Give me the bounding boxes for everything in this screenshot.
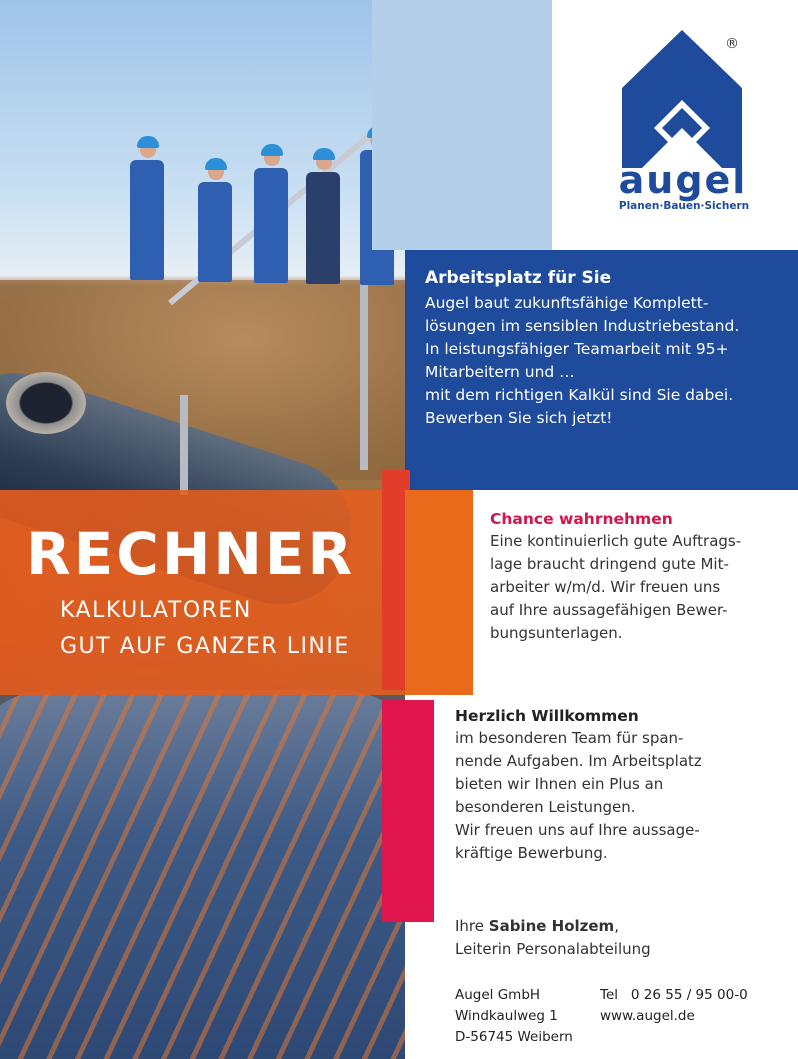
arbeitsplatz-heading: Arbeitsplatz für Sie [425,268,612,288]
chance-line: Eine kontinuierlich gute Auftrags- [490,532,742,550]
helmet-icon [313,148,335,160]
railing-post [180,395,188,495]
worker [254,168,288,283]
welcome-line: im besonderen Team für span- [455,729,684,747]
contact-address [455,985,573,1048]
helmet-icon [261,144,283,156]
welcome-section [455,707,785,865]
hero-subtitle-1: KALKULATOREN [60,598,252,623]
logo [552,0,798,250]
phone-label: Tel [600,987,619,1003]
contact-details [600,985,748,1027]
signature-role: Leiterin Personalabteilung [455,940,651,958]
pipe-bottom [0,690,405,1059]
welcome-line: nende Aufgaben. Im Arbeitsplatz [455,752,702,770]
arbeitsplatz-line: lösungen im sensiblen Industriebestand. [425,317,740,335]
phone-number[interactable]: 0 26 55 / 95 00-0 [630,987,748,1003]
hero-subtitle-2: GUT AUF GANZER LINIE [60,634,350,659]
street: Windkaulweg 1 [455,1008,558,1024]
website-link[interactable]: www.augel.de [600,1008,695,1024]
chance-line: bungsunterlagen. [490,624,623,642]
worker [306,172,340,284]
workers-group [120,120,405,285]
brand-tagline: Planen·Bauen·Sichern [618,200,750,212]
welcome-line: kräftige Bewerbung. [455,844,608,862]
welcome-heading: Herzlich Willkommen [455,707,639,725]
accent-block-orange [405,490,473,695]
worker [130,160,164,280]
helmet-icon [205,158,227,170]
augel-logo-icon [552,0,798,250]
arbeitsplatz-line: Bewerben Sie sich jetzt! [425,409,613,427]
brand-name: augel [618,158,748,202]
signature [455,915,651,961]
welcome-line: bieten wir Ihnen ein Plus an [455,775,664,793]
accent-strip-lightblue [372,0,552,250]
chance-section [490,510,780,645]
arbeitsplatz-line: Augel baut zukunftsfähige Komplett- [425,294,709,312]
city: D-56745 Weibern [455,1029,573,1045]
chance-line: auf Ihre aussagefähigen Bewer- [490,601,728,619]
company-name: Augel GmbH [455,987,541,1003]
chance-line: arbeiter w/m/d. Wir freuen uns [490,578,721,596]
arbeitsplatz-line: mit dem richtigen Kalkül sind Sie dabei. [425,386,734,404]
arbeitsplatz-line: Mitarbeitern und … [425,363,575,381]
chance-line: lage braucht dringend gute Mit- [490,555,729,573]
arbeitsplatz-line: In leistungsfähiger Teamarbeit mit 95+ [425,340,729,358]
signature-name: Sabine Holzem [488,917,615,935]
hero-title: RECHNER [26,520,356,588]
signature-prefix: Ihre [455,917,489,935]
registered-mark: ® [725,36,739,52]
arbeitsplatz-box [405,250,798,490]
pipe-opening [6,372,86,434]
welcome-line: Wir freuen uns auf Ihre aussage- [455,821,700,839]
helmet-icon [137,136,159,148]
signature-suffix: , [614,917,619,935]
accent-strip-magenta [382,700,434,922]
chance-heading: Chance wahrnehmen [490,510,673,528]
worker [198,182,232,282]
welcome-line: besonderen Leistungen. [455,798,636,816]
